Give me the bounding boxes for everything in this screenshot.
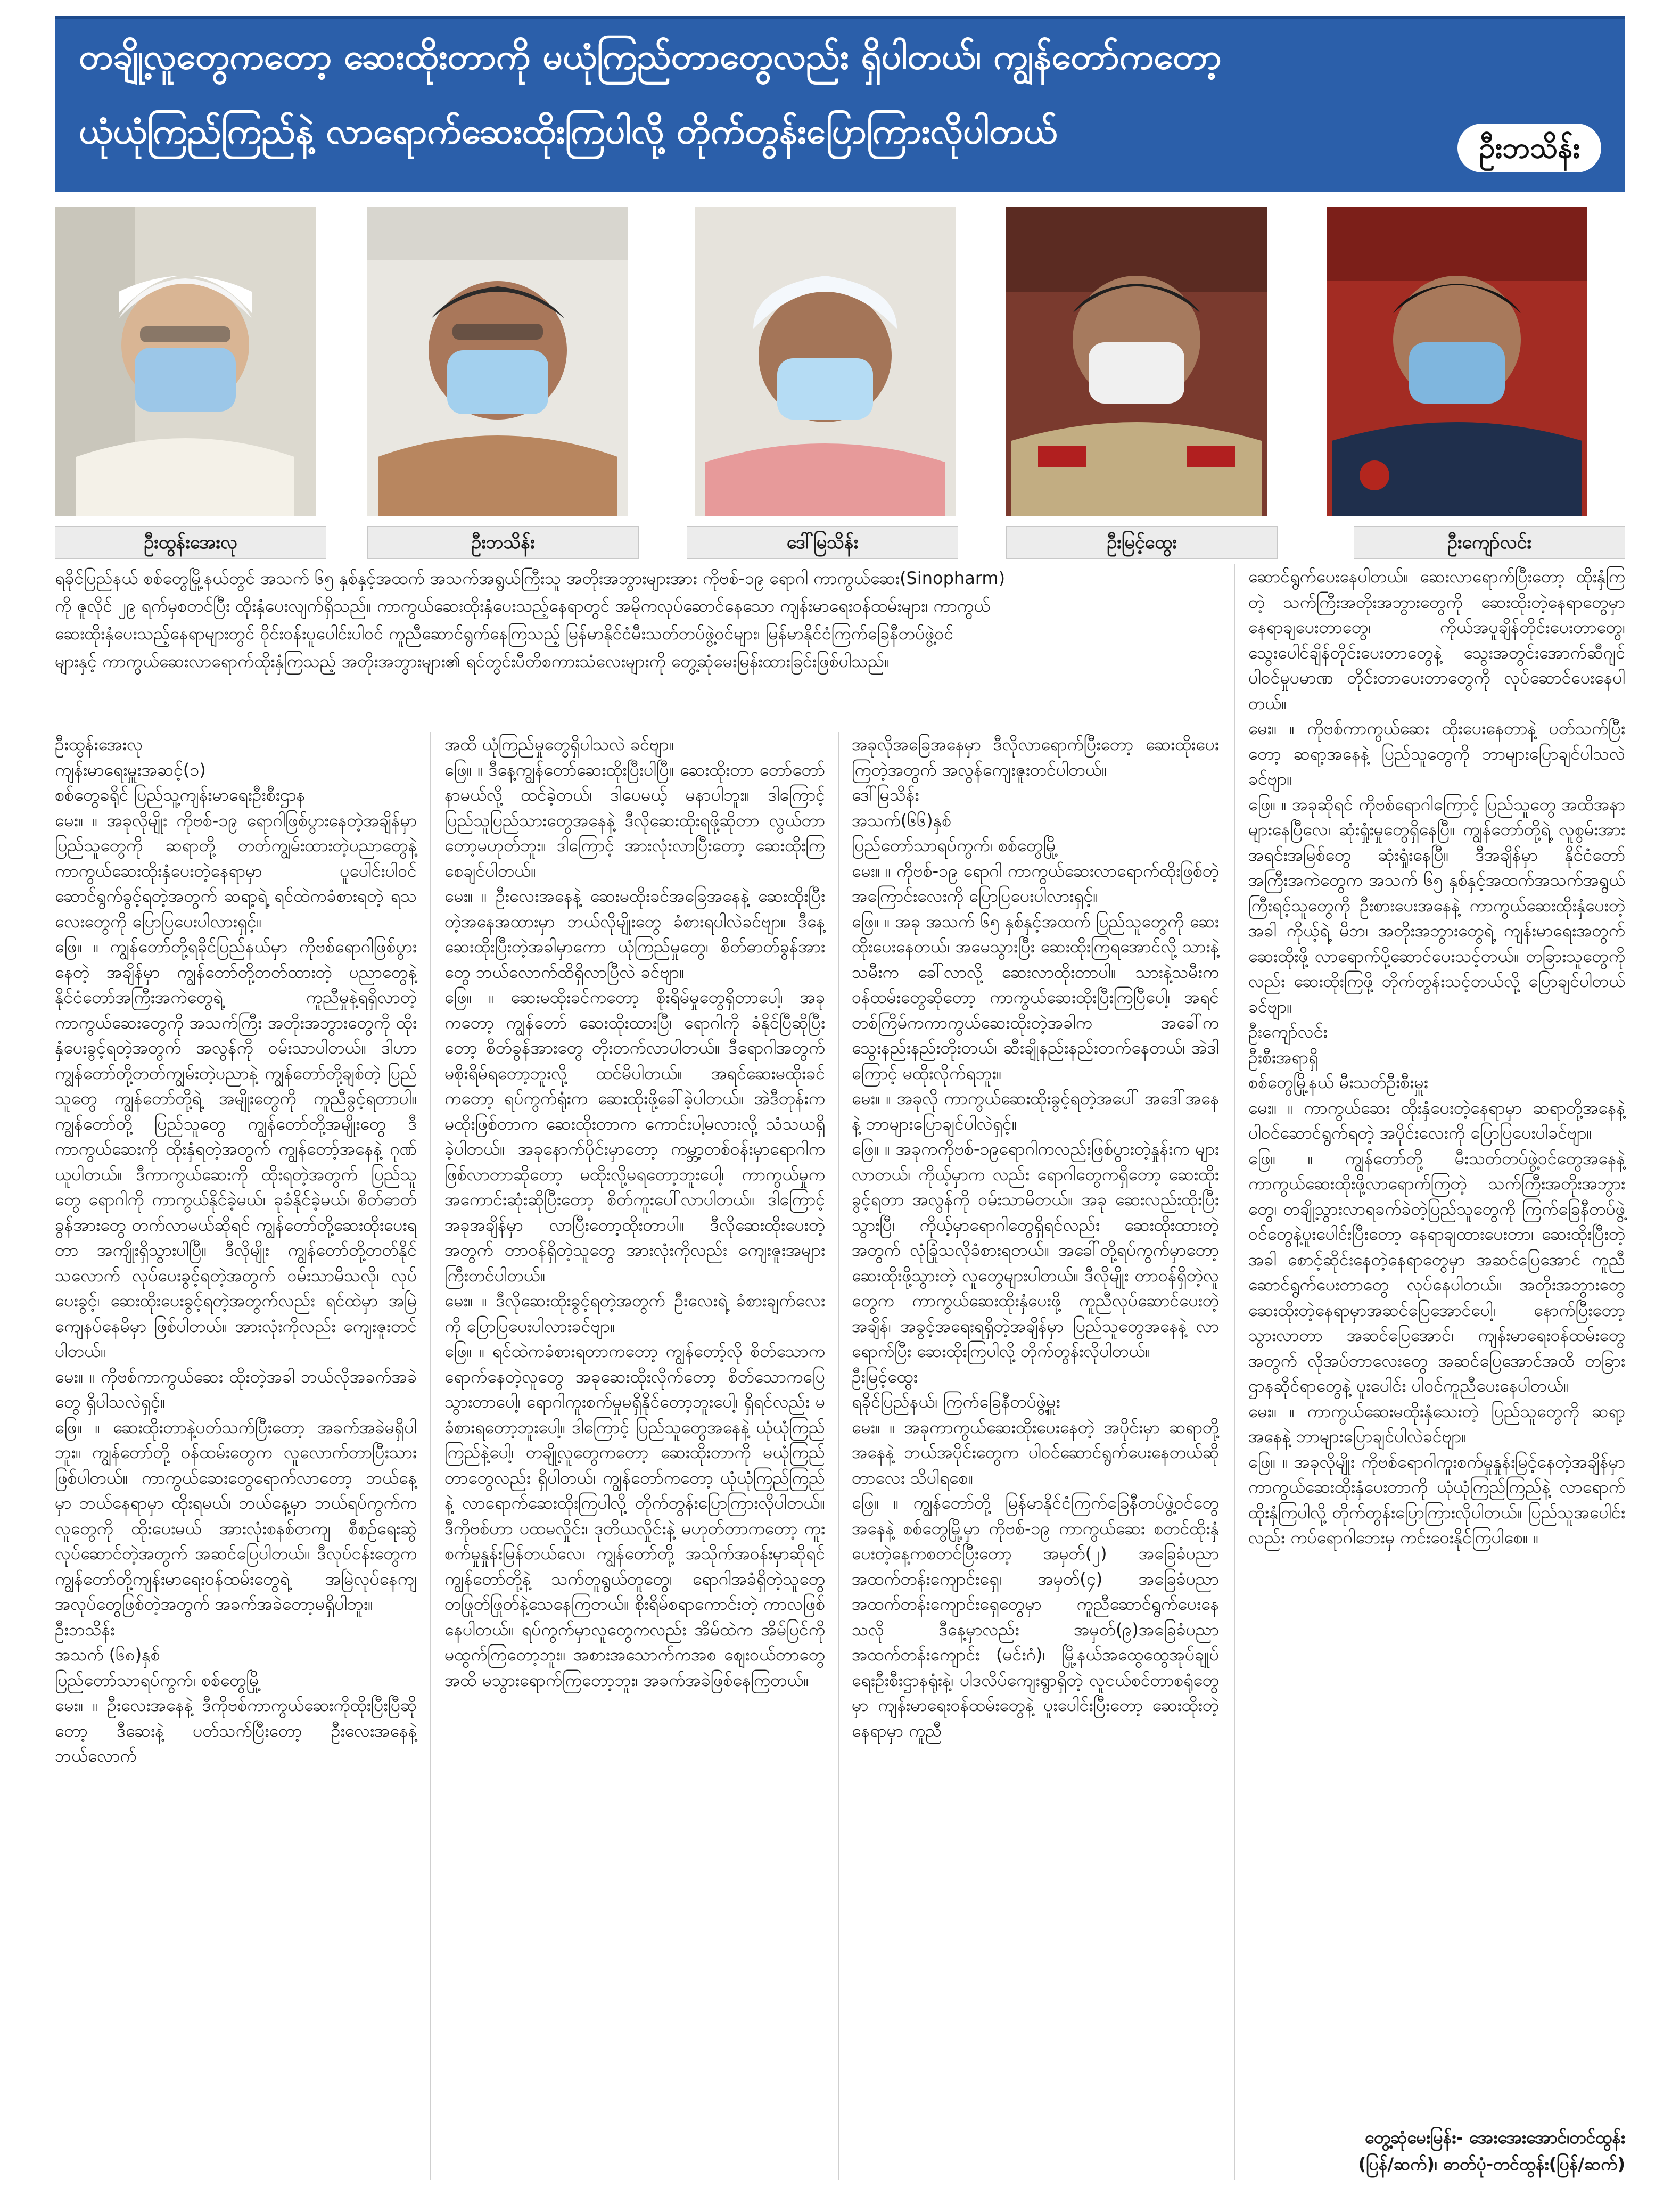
- article-column-4: ဆောင်ရွက်ပေးနေပါတယ်။ ဆေးလာရောက်ပြီးတော့ ထိုးနှံကြတဲ့ သက်ကြီးအတိုးအဘွားတွေကို ဆေးထိုးတဲ့နေရာတွေမှာ နေရာချပေးတာတွေ၊ ကိုယ်အပူချိန်တိုင်းပေးတာတွေ၊ သွေးပေါင်ချိန်တိုင်းပေးတာတွေနဲ့ သွေးအတွင်းအောက်ဆီဂျင်ပါဝင်မှုပမာဏ တိုင်းတာပေးတာတွေကို လုပ်ဆောင်ပေးနေပါတယ်။ မေး။ ။ ကိုဗစ်ကာကွယ်ဆေး ထိုးပေးနေတာနဲ့ ပတ်သက်ပြီးတော့ ဆရာ့အနေနဲ့ ပြည်သူတွေကို ဘာများပြောချင်ပါသလဲခင်ဗျာ။ ဖြေ။ ။ အခုဆိုရင် ကိုဗစ်ရောဂါကြောင့် ပြည်သူတွေ အထိအနာများနေပြီလေ၊ ဆုံးရှုံးမှုတွေရှိနေပြီ။ ကျွန်တော်တို့ရဲ့ လူစွမ်းအားအရင်းအမြစ်တွေ ဆုံးရှုံးနေပြီ။ ဒီအချိန်မှာ နိုင်ငံတော်အကြီးအကဲတွေက အသက် ၆၅ နှစ်နှင့်အထက်အသက်အရွယ်ကြီးရင့်သူတွေကို ဦးစားပေးအနေနဲ့ ကာကွယ်ဆေးထိုးနှံပေးတဲ့အခါ ကိုယ့်ရဲ့ မိဘ၊ အတိုးအဘွားတွေရဲ့ ကျန်းမာရေးအတွက် ဆေးထိုးဖို့ လာရောက်ပို့ဆောင်ပေးသင့်တယ်။ တခြားသူတွေကိုလည်း ဆေးထိုးကြဖို့ တိုက်တွန်းသင့်တယ်လို့ ပြောချင်ပါတယ် ခင်ဗျာ။ ဦးကျော်လင်း ဦးစီးအရာရှိ စစ်တွေမြို့နယ် မီးသတ်ဦးစီးမှူး မေး။ ။ ကာကွယ်ဆေး ထိုးနှံပေးတဲ့နေရာမှာ ဆရာတို့အနေနဲ့ ပါဝင်ဆောင်ရွက်ရတဲ့ အပိုင်းလေးကို ပြောပြပေးပါခင်ဗျာ။ ဖြေ။ ။ ကျွန်တော်တို့ မီးသတ်တပ်ဖွဲ့ဝင်တွေအနေနဲ့ ကာကွယ်ဆေးထိုးဖို့လာရောက်ကြတဲ့ သက်ကြီးအတိုးအဘွားတွေ၊ တချို့သွားလာရခက်ခဲတဲ့ပြည်သူတွေကို ကြက်ခြေနီတပ်ဖွဲ့ဝင်တွေနဲ့ပူးပေါင်းပြီးတော့ နေရာချထားပေးတာ၊ ဆေးထိုးပြီးတဲ့အခါ စောင့်ဆိုင်းနေတဲ့နေရာတွေမှာ အဆင်ပြေအောင် ကူညီဆောင်ရွက်ပေးတာတွေ လုပ်နေပါတယ်။ အတိုးအဘွားတွေ ဆေးထိုးတဲ့နေရာမှာအဆင်ပြေအောင်ပေါ့၊ နောက်ပြီးတော့ သွားလာတာ အဆင်ပြေအောင်၊ ကျန်းမာရေးဝန်ထမ်းတွေအတွက် လိုအပ်တာလေးတွေ အဆင်ပြေအောင်အထိ တခြားဌာနဆိုင်ရာတွေနဲ့ ပူးပေါင်း ပါဝင်ကူညီပေးနေပါတယ်။ မေး။ ။ ကာကွယ်ဆေးမထိုးနှံသေးတဲ့ ပြည်သူတွေကို ဆရာ့အနေနဲ့ ဘာများပြောချင်ပါလဲခင်ဗျာ။ ဖြေ။ ။ အခုလိုမျိုး ကိုဗစ်ရောဂါကူးစက်မှုနှုန်းမြင့်နေတဲ့အချိန်မှာ ကာကွယ်ဆေးထိုးနှံပေးတာကို ယုံယုံကြည်ကြည်နဲ့ လာရောက်ထိုးနှံကြပါလို့ တိုက်တွန်းပြောကြားလိုပါတယ်။ ပြည်သူအပေါင်းလည်း ကပ်ရောဂါဘေးမှ ကင်းဝေးနိုင်ကြပါစေ။ ။: [1248, 566, 1625, 1548]
- column-divider: [838, 732, 839, 2180]
- photo-u-ba-thein: [367, 207, 628, 516]
- byline-badge: ဦးဘသိန်း: [1457, 124, 1601, 172]
- caption-photo-1: ဦးထွန်းအေးလု: [55, 526, 326, 559]
- article-column-1: ဦးထွန်းအေးလု ကျန်းမာရေးမှူးအဆင့်(၁) စစ်တွေခရိုင် ပြည်သူ့ကျန်းမာရေးဦးစီးဌာန မေး။ ။ အခုလိုမျိုး ကိုဗစ်-၁၉ ရောဂါဖြစ်ပွားနေတဲ့အချိန်မှာ ပြည်သူတွေကို ဆရာတို့ တတ်ကျွမ်းထားတဲ့ပညာတွေနဲ့ ကာကွယ်ဆေးထိုးနှံပေးတဲ့နေရာမှာ ပူပေါင်းပါဝင် ဆောင်ရွက်ခွင့်ရတဲ့အတွက် ဆရာ့ရဲ့ ရင်ထဲကခံစားရတဲ့ ရသလေးတွေကို ပြောပြပေးပါလားရှင့်။ ဖြေ။ ။ ကျွန်တော်တို့ရခိုင်ပြည်နယ်မှာ ကိုဗစ်ရောဂါဖြစ်ပွားနေတဲ့ အချိန်မှာ ကျွန်တော်တို့တတ်ထားတဲ့ ပညာတွေနဲ့ နိုင်ငံတော်အကြီးအကဲတွေရဲ့ ကူညီမှုနဲ့ရရှိလာတဲ့ ကာကွယ်ဆေးတွေကို အသက်ကြီး အတိုးအဘွားတွေကို ထိုးနှံပေးခွင့်ရတဲ့အတွက် အလွန်ကို ဝမ်းသာပါတယ်။ ဒါဟာ ကျွန်တော်တို့တတ်ကျွမ်းတဲ့ပညာနဲ့ ကျွန်တော်တို့ချစ်တဲ့ ပြည်သူတွေ ကျွန်တော်တို့ရဲ့ အမျိုးတွေကို ကူညီခွင့်ရတာပါ။ ကျွန်တော်တို့ ပြည်သူတွေ ကျွန်တော်တို့အမျိုးတွေ ဒီကာကွယ်ဆေးကို ထိုးနှံရတဲ့အတွက် ကျွန်တော့်အနေနဲ့ ဂုဏ်ယူပါတယ်။ ဒီကာကွယ်ဆေးကို ထိုးရတဲ့အတွက် ပြည်သူတွေ ရောဂါကို ကာကွယ်နိုင်ခဲ့မယ်၊ ခုခံနိုင်ခဲ့မယ်၊ စိတ်ဓာတ်ခွန်အားတွေ တက်လာမယ်ဆိုရင် ကျွန်တော်တို့ဆေးထိုးပေးရတာ အကျိုးရှိသွားပါပြီ။ ဒီလိုမျိုး ကျွန်တော်တို့တတ်နိုင်သလောက် လုပ်ပေးခွင့်ရတဲ့အတွက် ဝမ်းသာမိသလို၊ လုပ်ပေးခွင့်၊ ဆေးထိုးပေးခွင့်ရတဲ့အတွက်လည်း ရင်ထဲမှာ အမြဲကျေနပ်နေမိမှာ ဖြစ်ပါတယ်။ အားလုံးကိုလည်း ကျေးဇူးတင်ပါတယ်။ မေး။ ။ ကိုဗစ်ကာကွယ်ဆေး ထိုးတဲ့အခါ ဘယ်လိုအခက်အခဲတွေ ရှိပါသလဲရှင့်။ ဖြေ။ ။ ဆေးထိုးတာနဲ့ပတ်သက်ပြီးတော့ အခက်အခဲမရှိပါဘူး။ ကျွန်တော်တို့ ဝန်ထမ်းတွေက လူလောက်တာပြီးသားဖြစ်ပါတယ်။ ကာကွယ်ဆေးတွေရောက်လာတော့ ဘယ်နေ့မှာ ဘယ်နေရာမှာ ထိုးရမယ်၊ ဘယ်နေ့မှာ ဘယ်ရပ်ကွက်က လူတွေကို ထိုးပေးမယ် အားလုံးစနစ်တကျ စီစဉ်ရေးဆွဲလုပ်ဆောင်တဲ့အတွက် အဆင်ပြေပါတယ်။ ဒီလုပ်ငန်းတွေက ကျွန်တော်တို့ကျန်းမာရေးဝန်ထမ်းတွေရဲ့ အမြဲလုပ်နေကျ အလုပ်တွေဖြစ်တဲ့အတွက် အခက်အခဲတော့မရှိပါဘူး။ ဦးဘသိန်း အသက် (၆၈)နှစ် ပြည်တော်သာရပ်ကွက်၊ စစ်တွေမြို့ မေး။ ။ ဦးလေးအနေနဲ့ ဒီကိုဗစ်ကာကွယ်ဆေးကိုထိုးပြီးပြီဆိုတော့ ဒီဆေးနဲ့ ပတ်သက်ပြီးတော့ ဦးလေးအနေနဲ့ ဘယ်လောက်: [55, 734, 417, 1766]
- article-column-3: အခုလိုအခြေအနေမှာ ဒီလိုလာရောက်ပြီးတော့ ဆေးထိုးပေးကြတဲ့အတွက် အလွန်ကျေးဇူးတင်ပါတယ်။ ဒေါ်မြသိန်း အသက်(၆၆)နှစ် ပြည်တော်သာရပ်ကွက်၊ စစ်တွေမြို့ မေး။ ။ ကိုဗစ်-၁၉ ရောဂါ ကာကွယ်ဆေးလာရောက်ထိုးဖြစ်တဲ့အကြောင်းလေးကို ပြောပြပေးပါလားရှင့်။ ဖြေ။ ။ အခု အသက် ၆၅ နှစ်နှင့်အထက် ပြည်သူတွေကို ဆေးထိုးပေးနေတယ်၊ အမေသွားပြီး ဆေးထိုးကြရအောင်လို့ သားနဲ့သမီးက ခေါ်လာလို့ ဆေးလာထိုးတာပါ။ သားနဲ့သမီးက ဝန်ထမ်းတွေဆိုတော့ ကာကွယ်ဆေးထိုးပြီးကြပြီပေါ့၊ အရင်တစ်ကြိမ်ကကာကွယ်ဆေးထိုးတဲ့အခါက အခေါ်က သွေးနည်းနည်းတိုးတယ်၊ ဆီးချိုနည်းနည်းတက်နေတယ်၊ အဲဒါကြောင့် မထိုးလိုက်ရဘူး။ မေး။ ။ အခုလို ကာကွယ်ဆေးထိုးခွင့်ရတဲ့အပေါ် အဒေါ်အနေနဲ့ ဘာများပြောချင်ပါလဲရှင့်။ ဖြေ။ ။ အခုကကိုဗစ်-၁၉ရောဂါကလည်းဖြစ်ပွားတဲ့နှုန်းက များလာတယ်၊ ကိုယ့်မှာက လည်း ရောဂါတွေကရှိတော့ ဆေးထိုးခွင့်ရတာ အလွန်ကို ဝမ်းသာမိတယ်။ အခု ဆေးလည်းထိုးပြီးသွားပြီ၊ ကိုယ့်မှာရောဂါတွေရှိရင်လည်း ဆေးထိုးထားတဲ့အတွက် လုံခြုံသလိုခံစားရတယ်။ အခေါ်တို့ရပ်ကွက်မှာတော့ ဆေးထိုးဖို့သွားတဲ့ လူတွေများပါတယ်။ ဒီလိုမျိုး တာဝန်ရှိတဲ့လူတွေက ကာကွယ်ဆေးထိုးနှံပေးဖို့ ကူညီလုပ်ဆောင်ပေးတဲ့အချိန်၊ အခွင့်အရေးရရှိတဲ့အချိန်မှာ ပြည်သူတွေအနေနဲ့ လာရောက်ပြီး ဆေးထိုးကြပါလို့ တိုက်တွန်းလိုပါတယ်။ ဦးမြင့်ထွေး ရခိုင်ပြည်နယ်၊ ကြက်ခြေနီတပ်ဖွဲ့မှူး မေး။ ။ အခုကာကွယ်ဆေးထိုးပေးနေတဲ့ အပိုင်းမှာ ဆရာတို့အနေနဲ့ ဘယ်အပိုင်းတွေက ပါဝင်ဆောင်ရွက်ပေးနေတယ်ဆိုတာလေး သိပါရစေ။ ဖြေ။ ။ ကျွန်တော်တို့ မြန်မာနိုင်ငံကြက်ခြေနီတပ်ဖွဲ့ဝင်တွေအနေနဲ့ စစ်တွေမြို့မှာ ကိုဗစ်-၁၉ ကာကွယ်ဆေး စတင်ထိုးနှံပေးတဲ့နေ့ကစတင်ပြီးတော့ အမှတ်(၂) အခြေခံပညာအထက်တန်းကျောင်းရှေ၊ အမှတ်(၄) အခြေခံပညာအထက်တန်းကျောင်းရှေတွေမှာ ကူညီဆောင်ရွက်ပေးနေသလို ဒီနေ့မှာလည်း အမှတ်(၉)အခြေခံပညာအထက်တန်းကျောင်း (မင်းဂံ)၊ မြို့နယ်အထွေထွေအုပ်ချုပ်ရေးဦးစီးဌာနရုံးနဲ့၊ ပါဒလိပ်ကျေးရွာရှိတဲ့ လူငယ်စင်တာစရုံတွေမှာ ကျန်းမာရေးဝန်ထမ်းတွေနဲ့ ပူးပေါင်းပြီးတော့ ဆေးထိုးတဲ့နေရာမှာ ကူညီ: [852, 734, 1219, 1741]
- headline-banner: [55, 16, 1625, 192]
- column-divider: [1234, 564, 1235, 2180]
- photo-u-kyaw-lin: [1327, 207, 1587, 516]
- caption-photo-3: ဒေါ်မြသိန်း: [687, 526, 958, 559]
- caption-photo-2: ဦးဘသိန်း: [367, 526, 639, 559]
- headline-line-1: တချို့လူတွေကတော့ ဆေးထိုးတာကို မယုံကြည်တာတွေလည်း ရှိပါတယ်၊ ကျွန်တော်ကတော့: [79, 36, 1222, 77]
- photo-u-tun-aye-lu: [55, 207, 316, 516]
- caption-photo-5: ဦးကျော်လင်း: [1354, 526, 1625, 559]
- headline-line-2: ယုံယုံကြည်ကြည်နဲ့ လာရောက်ဆေးထိုးကြပါလို့ တိုက်တွန်းပြောကြားလိုပါတယ်: [79, 111, 1058, 152]
- column-divider: [430, 732, 431, 2180]
- reporter-credit: တွေ့ဆုံမေးမြန်း- အေးအေးအောင်၊တင်ထွန်း (ပြန်/ဆက်)၊ ဓာတ်ပုံ-တင်ထွန်း(ပြန်/ဆက်): [1358, 2127, 1625, 2174]
- photo-daw-mya-thein: [695, 207, 956, 516]
- article-column-2: အထိ ယုံကြည်မှုတွေရှိပါသလဲ ခင်ဗျာ။ ဖြေ။ ။ ဒီနေ့ကျွန်တော်ဆေးထိုးပြီးပါပြီ။ ဆေးထိုးတာ တော်တော်နာမယ်လို့ ထင်ခဲ့တယ်၊ ဒါပေမယ့် မနာပါဘူး။ ဒါကြောင့် ပြည်သူပြည်သားတွေအနေနဲ့ ဒီလိုဆေးထိုးရဖို့ဆိုတာ လွယ်တာတော့မဟုတ်ဘူး။ ဒါကြောင့် အားလုံးလာပြီးတော့ ဆေးထိုးကြစေချင်ပါတယ်။ မေး။ ။ ဦးလေးအနေနဲ့ ဆေးမထိုးခင်အခြေအနေနဲ့ ဆေးထိုးပြီးတဲ့အနေအထားမှာ ဘယ်လိုမျိုးတွေ ခံစားရပါလဲခင်ဗျာ။ ဒီနေ့ဆေးထိုးပြီးတဲ့အခါမှာကော ယုံကြည်မှုတွေ၊ စိတ်ဓာတ်ခွန်အားတွေ ဘယ်လောက်ထိရှိလာပြီလဲ ခင်ဗျာ။ ဖြေ။ ။ ဆေးမထိုးခင်ကတော့ စိုးရိမ်မှုတွေရှိတာပေါ့၊ အခုကတော့ ကျွန်တော် ဆေးထိုးထားပြီ၊ ရောဂါကို ခံနိုင်ပြီဆိုပြီးတော့ စိတ်ခွန်အားတွေ တိုးတက်လာပါတယ်။ ဒီရောဂါအတွက် မစိုးရိမ်ရတော့ဘူးလို့ ထင်မိပါတယ်။ အရင်ဆေးမထိုးခင်ကတော့ ရပ်ကွက်ရုံးက ဆေးထိုးဖို့ခေါ်ခဲ့ပါတယ်။ အဲဒီတုန်းက မထိုးဖြစ်တာက ဆေးထိုးတာက ကောင်းပါ့မလားလို့ သံသယရှိခဲ့ပါတယ်။ အခုနောက်ပိုင်းမှာတော့ ကမ္ဘာ့တစ်ဝန်းမှာရောဂါက ဖြစ်လာတာဆိုတော့ မထိုးလို့မရတော့ဘူးပေါ့၊ ကာကွယ်မှုက အကောင်းဆုံးဆိုပြီးတော့ စိတ်ကူးပေါ်လာပါတယ်။ ဒါကြောင့် အခုအချိန်မှာ လာပြီးတော့ထိုးတာပါ။ ဒီလိုဆေးထိုးပေးတဲ့အတွက် တာဝန်ရှိတဲ့သူတွေ အားလုံးကိုလည်း ကျေးဇူးအများကြီးတင်ပါတယ်။ မေး။ ။ ဒီလိုဆေးထိုးခွင့်ရတဲ့အတွက် ဦးလေးရဲ့ ခံစားချက်လေးကို ပြောပြပေးပါလားခင်ဗျာ။ ဖြေ။ ။ ရင်ထဲကခံစားရတာကတော့ ကျွန်တော့်လို စိတ်သောကရောက်နေတဲ့လူတွေ အခုဆေးထိုးလိုက်တော့ စိတ်သောကပြေသွားတာပေါ့၊ ရောဂါကူးစက်မှုမရှိနိုင်တော့ဘူးပေါ့၊ ရှိရင်လည်း မခံစားရတော့ဘူးပေါ့။ ဒါကြောင့် ပြည်သူတွေအနေနဲ့ ယုံယုံကြည်ကြည်နဲ့ပေါ့၊ တချို့လူတွေကတော့ ဆေးထိုးတာကို မယုံကြည်တာတွေလည်း ရှိပါတယ်၊ ကျွန်တော်ကတော့ ယုံယုံကြည်ကြည်နဲ့ လာရောက်ဆေးထိုးကြပါလို့ တိုက်တွန်းပြောကြားလိုပါတယ်။ ဒီကိုဗစ်ဟာ ပထမလှိုင်း၊ ဒုတိယလှိုင်းနဲ့ မဟုတ်တာကတော့ ကူးစက်မှုနှုန်းမြန်တယ်လေ၊ ကျွန်တော်တို့ အသိုက်အဝန်းမှာဆိုရင် ကျွန်တော်တို့နဲ့ သက်တူရွယ်တူတွေ၊ ရောဂါအခံရှိတဲ့သူတွေ တဖြုတ်ဖြုတ်နဲ့သေနေကြတယ်။ စိုးရိမ်စရာကောင်းတဲ့ ကာလဖြစ်နေပါတယ်။ ရပ်ကွက်မှာလူတွေကလည်း အိမ်ထဲက အိမ်ပြင်ကို မထွက်ကြတော့ဘူး။ အစားအသောက်ကအစ ဈေးဝယ်တာတွေအထိ မသွားရောက်ကြတော့ဘူး၊ အခက်အခဲဖြစ်နေကြတယ်။: [444, 734, 825, 1690]
- article-intro: ရခိုင်ပြည်နယ် စစ်တွေမြို့နယ်တွင် အသက် ၆၅ နှစ်နှင့်အထက် အသက်အရွယ်ကြီးသူ အတိုးအဘွားများအား ကိုဗစ်-၁၉ ရောဂါ ကာကွယ်ဆေး(Sinopharm) ကို ဇူလိုင် ၂၉ ရက်မှစတင်ပြီး ထိုးနှံပေးလျက်ရှိသည်။ ကာကွယ်ဆေးထိုးနှံပေးသည့်နေရာတွင် အမိုကလုပ်ဆောင်နေသော ကျန်းမာရေးဝန်ထမ်းများ၊ ကာကွယ် ဆေးထိုးနှံပေးသည့်နေရာများတွင် ဝိုင်းဝန်းပူပေါင်းပါဝင် ကူညီဆောင်ရွက်နေကြသည့် မြန်မာနိုင်ငံမီးသတ်တပ်ဖွဲ့ဝင်များ၊ မြန်မာနိုင်ငံကြက်ခြေနီတပ်ဖွဲ့ဝင် များနှင့် ကာကွယ်ဆေးလာရောက်ထိုးနှံကြသည့် အတိုးအဘွားများ၏ ရင်တွင်းပီတိစကားသံလေးများကို တွေ့ဆုံမေးမြန်းထားခြင်းဖြစ်ပါသည်။: [55, 568, 1006, 671]
- caption-photo-4: ဦးမြင့်ထွေး: [1006, 526, 1278, 559]
- photo-u-myint-htwe: [1006, 207, 1267, 516]
